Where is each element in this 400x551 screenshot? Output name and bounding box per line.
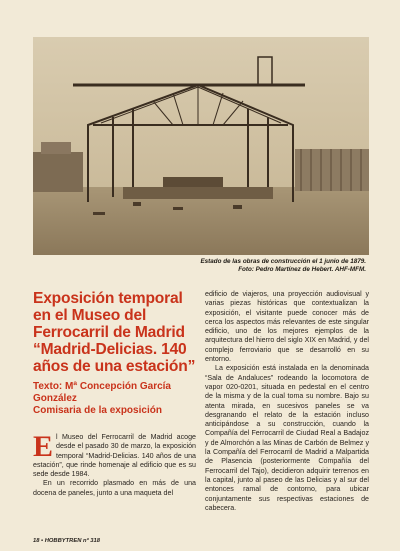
left-column (33, 290, 196, 498)
construction-photo (33, 37, 369, 255)
paragraph-3: edificio de viajeros, una proyección audiovisual y varias piezas históricas que contextualizan la exposición, el visitante puede conocer más de cerca los aspectos más relevantes de este singular edificio, uno de los mejores ejemplos de la arquitectura del hierro del siglo XIX en Madrid, y del complejo ferroviario que se desarrolló en su entorno. (205, 290, 369, 364)
photo-caption (106, 258, 366, 274)
page-footer: 18 • HOBBYTREN nº 318 (33, 538, 100, 544)
drop-cap: E (33, 430, 54, 463)
author-line-3: Comisaria de la exposición (33, 405, 162, 416)
author-block (33, 381, 196, 417)
paragraph-1 (33, 430, 196, 479)
author-line-2: González (33, 393, 77, 404)
caption-line-1: Estado de las obras de construcción el 1 junio de 1879. (200, 258, 366, 265)
caption-line-2: Foto: Pedro Martínez de Hebert. AHF-MFM. (238, 266, 366, 273)
body-left (33, 430, 196, 498)
paragraph-4: La exposición está instalada en la denominada “Sala de Andaluces” rodeando la locomotora de vapor 020-0201, situada en pedestal en el centro de la misma y de la cual toma su nombre. Bajo su atenta mirada, en sucesivos paneles se va desgranando el relato de la estación incluso anticipándose a su construcción, cuando la Compañía del Ferrocarril de Ciudad Real a Badajoz y de Almorchón a las Minas de Carbón de Belmez y la Compañía del Ferrocarril de Madrid a Malpartida de Plasencia (posteriormente Compañía del Ferrocarril del Tajo), decidieron adquirir terrenos en la capital, junto al paseo de las Delicias y al sur del entonces ramal de contorno, para ubicar conjuntamente sus respectivas estaciones de cabecera. (205, 364, 369, 512)
paragraph-1-text: l Museo del Ferrocarril de Madrid acoge desde el pasado 30 de marzo, la exposición temporal “Madrid-Delicias. 140 años de una estación”, que rinde homenaje al edificio que es su sede desde 1984. (33, 433, 196, 479)
author-line-1: Texto: Mª Concepción García (33, 381, 171, 392)
paragraph-2: En un recorrido plasmado en más de una docena de paneles, junto a una maqueta del (33, 479, 196, 497)
article-title: Exposición temporal en el Museo del Ferrocarril de Madrid “Madrid-Delicias. 140 años de una estación” (33, 290, 196, 375)
right-column (205, 290, 369, 513)
